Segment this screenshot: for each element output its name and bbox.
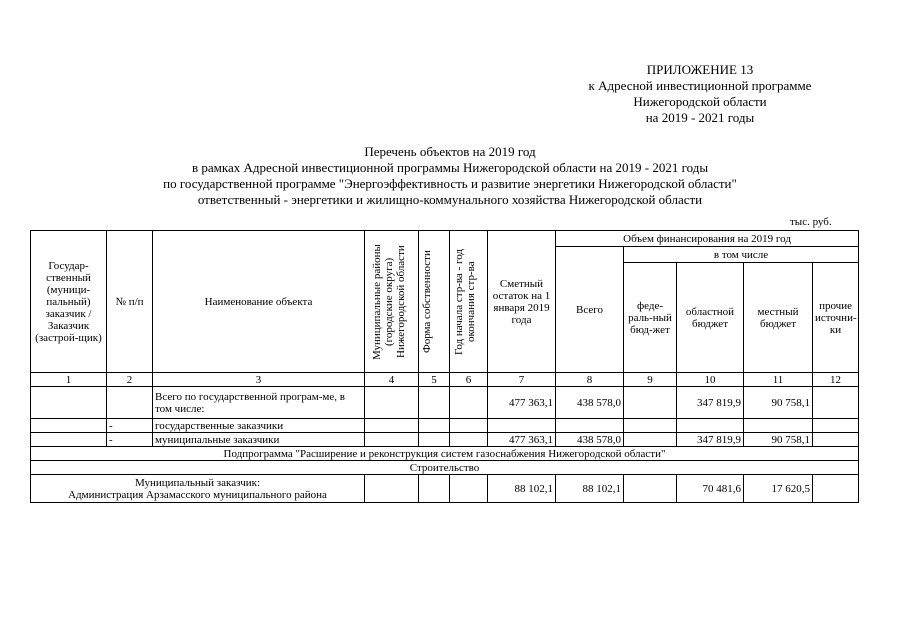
col-number: 6 (450, 373, 488, 387)
title-line: по государственной программе "Энергоэффективность и развитие энергетики Нижегородской области" (163, 176, 737, 191)
header-regional: областной бюджет (677, 263, 744, 373)
subprogram-row (31, 447, 859, 461)
col-number: 5 (419, 373, 450, 387)
col-number: 9 (624, 373, 677, 387)
title-line: ответственный - энергетики и жилищно-коммунального хозяйства Нижегородской области (197, 192, 703, 207)
header-district: Муниципальные районы (городские округа) Нижегородской области (370, 243, 407, 360)
header-customer: Государ-ственный (муници-пальный) заказчик / Заказчик (застрой-щик) (31, 231, 107, 373)
row-name: Всего по государственной програм-ме, в том числе: (153, 387, 365, 419)
row-name: государственные заказчики (153, 419, 365, 433)
customer-line: Муниципальный заказчик: (134, 476, 261, 489)
header-funding: Объем финансирования на 2019 год (556, 231, 859, 247)
row-num: - (107, 433, 153, 447)
header-other: прочие источни-ки (813, 263, 859, 373)
header-years-cell (450, 231, 488, 373)
table-row (31, 387, 859, 419)
col-number: 11 (744, 373, 813, 387)
table-row (31, 475, 859, 503)
header-ownership: Форма собственности (421, 250, 433, 353)
row-regional: 347 819,9 (677, 433, 744, 447)
header-years: Год начала стр-ва - год окончания стр-ва (452, 248, 477, 355)
col-number: 7 (488, 373, 556, 387)
header-balance: Сметный остаток на 1 января 2019 года (488, 231, 556, 373)
header-including: в том числе (624, 247, 859, 263)
column-number-row (31, 373, 859, 387)
col-number: 12 (813, 373, 859, 387)
row-num: - (107, 419, 153, 433)
appendix-line: на 2019 - 2021 годы (645, 110, 755, 125)
subprogram-title: Подпрограмма "Расширение и реконструкция систем газоснабжения Нижегородской области" (31, 447, 859, 461)
header-num: № п/п (107, 231, 153, 373)
row-balance: 477 363,1 (488, 433, 556, 447)
header-local: местный бюджет (744, 263, 813, 373)
document-title (60, 144, 840, 208)
col-number: 3 (153, 373, 365, 387)
row-customer (31, 475, 365, 503)
col-number: 4 (365, 373, 419, 387)
appendix-line: Нижегородской области (633, 94, 767, 109)
customer-line: Администрация Арзамасского муниципального района (68, 488, 327, 501)
objects-table (30, 230, 859, 503)
row-balance: 88 102,1 (488, 475, 556, 503)
header-district-cell (365, 231, 419, 373)
row-regional: 70 481,6 (677, 475, 744, 503)
col-number: 2 (107, 373, 153, 387)
appendix-header (560, 62, 840, 126)
header-federal: феде-раль-ный бюд-жет (624, 263, 677, 373)
col-number: 1 (31, 373, 107, 387)
header-ownership-cell (419, 231, 450, 373)
row-total: 438 578,0 (556, 387, 624, 419)
table-row (31, 433, 859, 447)
units-label: тыс. руб. (790, 216, 832, 228)
row-local: 17 620,5 (744, 475, 813, 503)
section-title: Строительство (31, 461, 859, 475)
col-number: 8 (556, 373, 624, 387)
header-name: Наименование объекта (153, 231, 365, 373)
section-row (31, 461, 859, 475)
appendix-line: к Адресной инвестиционной программе (588, 78, 812, 93)
table-row (31, 419, 859, 433)
row-local: 90 758,1 (744, 387, 813, 419)
appendix-line: ПРИЛОЖЕНИЕ 13 (646, 62, 754, 77)
title-line: Перечень объектов на 2019 год (364, 144, 536, 159)
row-balance: 477 363,1 (488, 387, 556, 419)
col-number: 10 (677, 373, 744, 387)
row-local: 90 758,1 (744, 433, 813, 447)
title-line: в рамках Адресной инвестиционной программы Нижегородской области на 2019 - 2021 годы (191, 160, 709, 175)
row-regional: 347 819,9 (677, 387, 744, 419)
row-total: 88 102,1 (556, 475, 624, 503)
header-total: Всего (556, 247, 624, 373)
row-total: 438 578,0 (556, 433, 624, 447)
row-name: муниципальные заказчики (153, 433, 365, 447)
